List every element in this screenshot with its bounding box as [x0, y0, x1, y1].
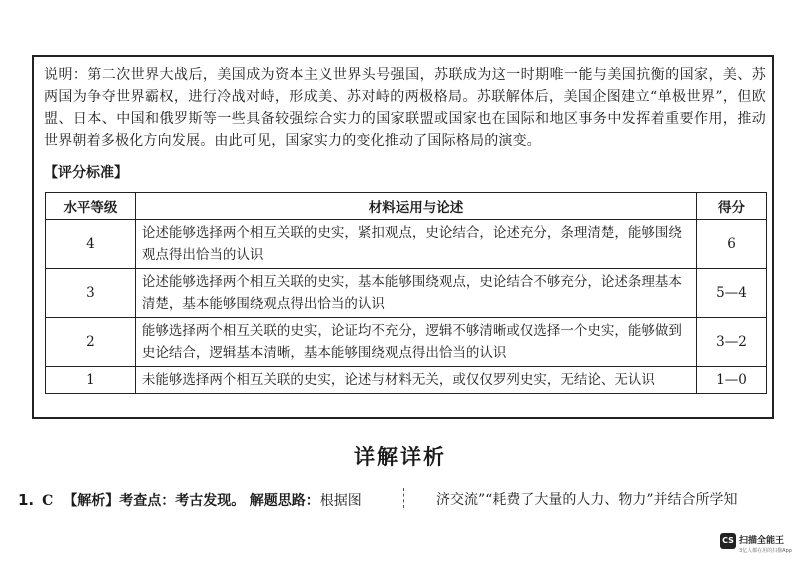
- row-level: 4: [46, 220, 136, 269]
- column-divider: [403, 488, 404, 508]
- section-title: 详解详析: [354, 445, 446, 469]
- criteria-heading: 【评分标准】: [44, 165, 128, 181]
- table-row: [46, 269, 767, 318]
- explanation-paragraph: 说明：第二次世界大战后，美国成为资本主义世界头号强国，苏联成为这一时期唯一能与美国抗衡的国家，美、苏两国为争夺世界霸权，进行冷战对峙，形成美、苏对峙的两极格局。苏联解体后，美国企图建立“单极世界”，但欧盟、日本、中国和俄罗斯等一些具备较强综合实力的国家联盟或国家也在国际和地区事务中发挥着重要作用，推动世界朝着多极化方向发展。由此可见，国家实力的变化推动了国际格局的演变。: [44, 67, 766, 149]
- question-number: 1.: [18, 491, 35, 509]
- row-level: 1: [46, 367, 136, 394]
- topic-text: 考古发现。: [175, 493, 246, 509]
- answer-line: [18, 490, 362, 511]
- scanner-watermark: [720, 531, 800, 561]
- header-description: 材料运用与论述: [135, 193, 696, 220]
- analysis-label: 【解析】: [63, 493, 120, 509]
- approach-text: 根据图: [319, 493, 362, 509]
- table-header-row: [46, 193, 767, 220]
- table-row: [46, 318, 767, 367]
- row-score: 6: [697, 220, 767, 269]
- row-score: 5—4: [697, 269, 767, 318]
- row-score: 3—2: [697, 318, 767, 367]
- row-description: 能够选择两个相互关联的史实，论证均不充分，逻辑不够清晰或仅选择一个史实，能够做到史论结合，逻辑基本清晰，基本能够围绕观点得出恰当的认识: [135, 318, 696, 367]
- watermark-name: 扫描全能王: [739, 536, 785, 546]
- approach-label: 解题思路：: [249, 493, 320, 509]
- row-level: 2: [46, 318, 136, 367]
- scanner-logo-icon: CS: [720, 533, 736, 549]
- row-level: 3: [46, 269, 136, 318]
- answer-choice: C: [42, 493, 54, 509]
- topic-label: 考查点：: [119, 493, 176, 509]
- grading-table: [45, 192, 767, 394]
- table-row: [46, 220, 767, 269]
- row-description: 论述能够选择两个相互关联的史实，基本能够围绕观点，史论结合不够充分，论述条理基本清楚，基本能够围绕观点得出恰当的认识: [135, 269, 696, 318]
- watermark-tagline: 3亿人都在用的扫描App: [739, 548, 792, 554]
- header-score: 得分: [697, 193, 767, 220]
- header-level: 水平等级: [46, 193, 136, 220]
- right-column-text: 济交流”“耗费了大量的人力、物力”并结合所学知: [436, 492, 738, 508]
- row-description: 未能够选择两个相互关联的史实，论述与材料无关，或仅仅罗列史实，无结论、无认识: [135, 367, 696, 394]
- row-description: 论述能够选择两个相互关联的史实，紧扣观点，史论结合，论述充分，条理清楚，能够围绕观点得出恰当的认识: [135, 220, 696, 269]
- table-row: [46, 367, 767, 394]
- row-score: 1—0: [697, 367, 767, 394]
